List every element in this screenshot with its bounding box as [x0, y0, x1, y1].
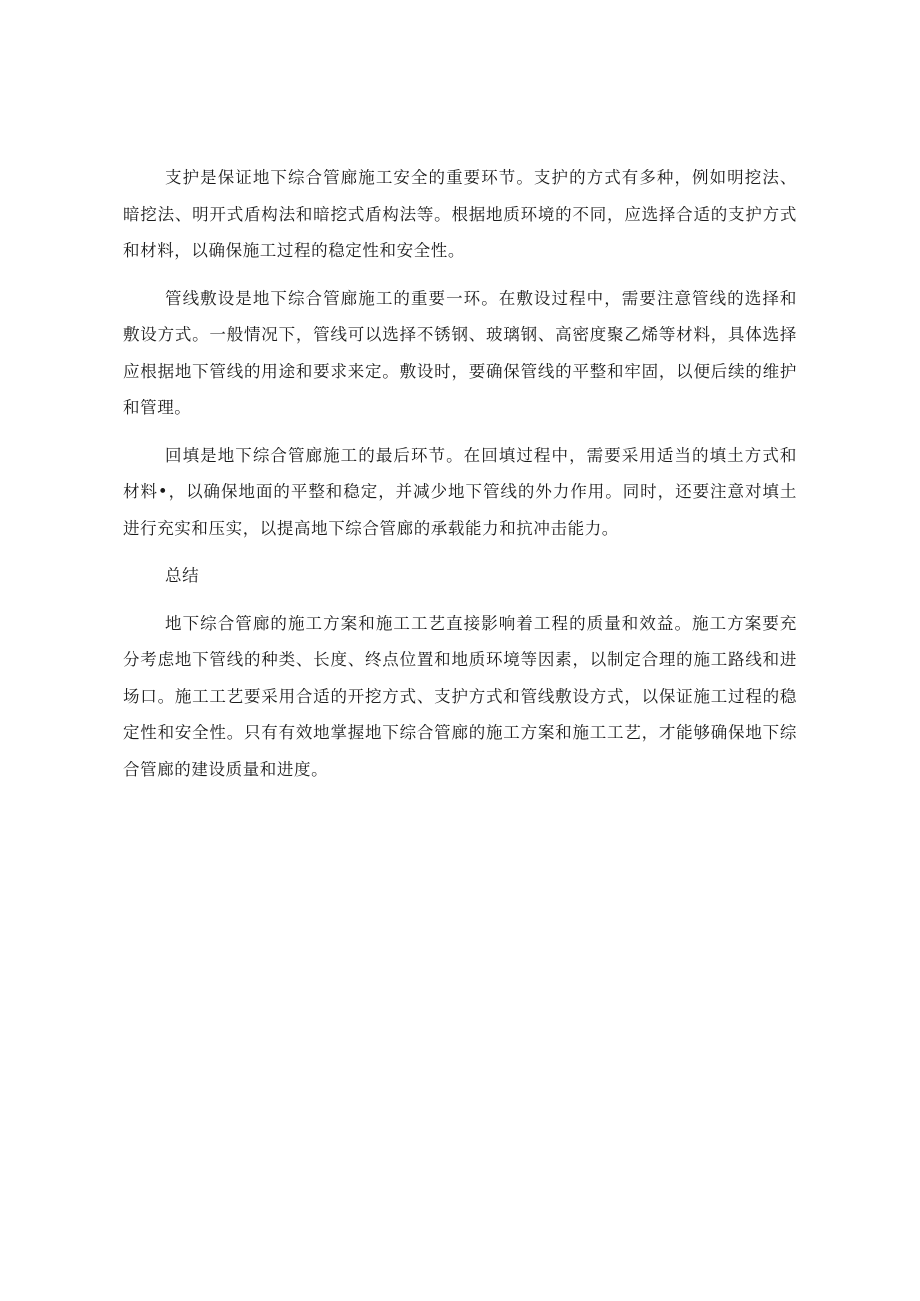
paragraph-backfill: 回填是地下综合管廊施工的最后环节。在回填过程中，需要采用适当的填土方式和材料•，以确保地面的平整和稳定，并减少地下管线的外力作用。同时，还要注意对填土进行充实和压实，以提高地下综合管廊的承载能力和抗冲击能力。: [123, 445, 797, 538]
paragraph-support: 支护是保证地下综合管廊施工安全的重要环节。支护的方式有多种，例如明挖法、暗挖法、明开式盾构法和暗挖式盾构法等。根据地质环境的不同，应选择合适的支护方式和材料，以确保施工过程的稳定性和安全性。: [123, 168, 797, 260]
paragraph-summary: 地下综合管廊的施工方案和施工工艺直接影响着工程的质量和效益。施工方案要充分考虑地下管线的种类、长度、终点位置和地质环境等因素，以制定合理的施工路线和进场口。施工工艺要采用合适的开挖方式、支护方式和管线敷设方式，以保证施工过程的稳定性和安全性。只有有效地掌握地下综合管廊的施工方案和施工工艺，才能够确保地下综合管廊的建设质量和进度。: [123, 613, 797, 779]
document-page: [123, 160, 797, 799]
paragraph-pipeline-laying: 管线敷设是地下综合管廊施工的重要一环。在敷设过程中，需要注意管线的选择和敷设方式。一般情况下，管线可以选择不锈钢、玻璃钢、高密度聚乙烯等材料，具体选择应根据地下管线的用途和要求来定。敷设时，要确保管线的平整和牢固，以便后续的维护和管理。: [123, 288, 797, 417]
summary-heading: 总结: [165, 566, 200, 585]
